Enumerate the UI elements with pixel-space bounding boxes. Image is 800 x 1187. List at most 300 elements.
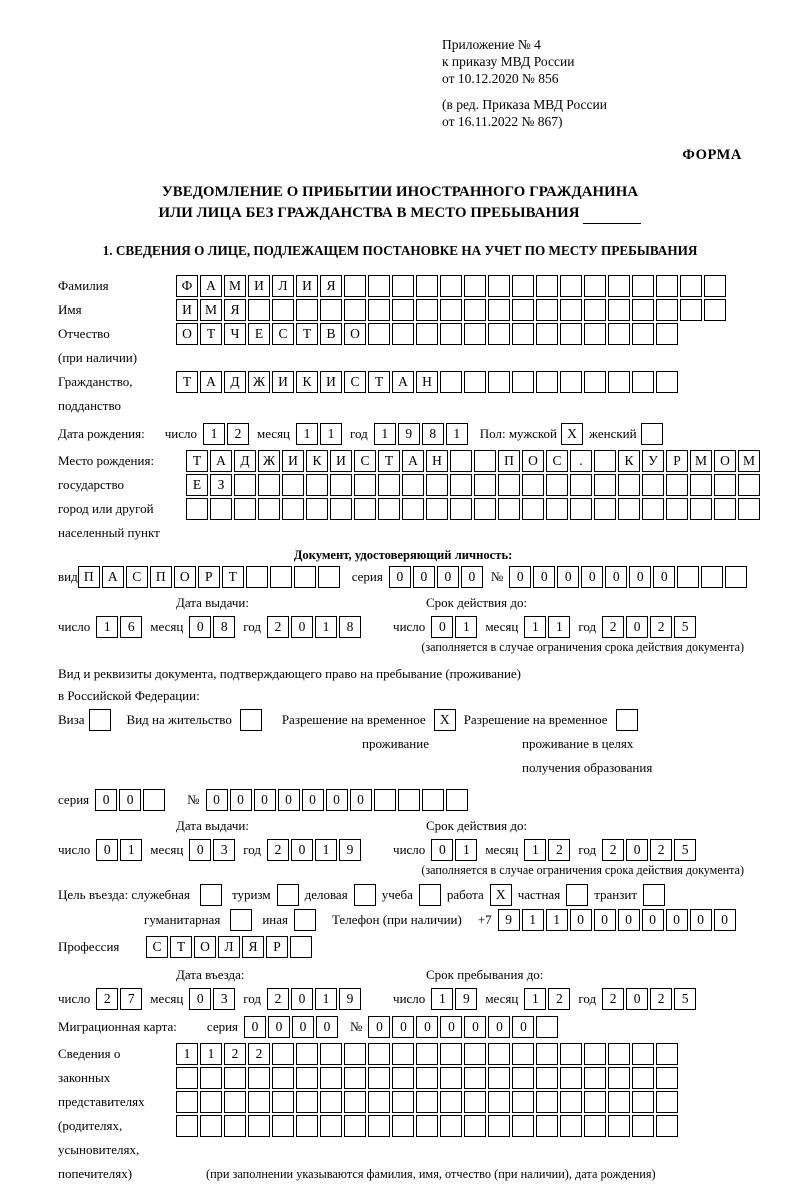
char-cell[interactable] xyxy=(368,299,390,321)
char-cell[interactable] xyxy=(210,498,232,520)
char-cell[interactable]: 2 xyxy=(224,1043,246,1065)
char-cell[interactable] xyxy=(642,498,664,520)
char-cell[interactable]: И xyxy=(330,450,352,472)
char-cell[interactable]: К xyxy=(296,371,318,393)
char-cell[interactable] xyxy=(440,275,462,297)
char-cell[interactable] xyxy=(318,566,340,588)
char-cell[interactable] xyxy=(272,1067,294,1089)
name-input[interactable] xyxy=(176,299,728,321)
char-cell[interactable]: 0 xyxy=(437,566,459,588)
char-cell[interactable]: С xyxy=(126,566,148,588)
char-cell[interactable]: Е xyxy=(248,323,270,345)
char-cell[interactable]: 9 xyxy=(339,839,361,861)
char-cell[interactable]: 0 xyxy=(416,1016,438,1038)
char-cell[interactable] xyxy=(296,1091,318,1113)
profession-input[interactable] xyxy=(146,936,314,958)
char-cell[interactable]: Т xyxy=(186,450,208,472)
char-cell[interactable]: М xyxy=(738,450,760,472)
char-cell[interactable]: Р xyxy=(666,450,688,472)
char-cell[interactable] xyxy=(608,1067,630,1089)
char-cell[interactable]: 2 xyxy=(650,616,672,638)
legal-rep-input-1[interactable] xyxy=(176,1043,680,1065)
char-cell[interactable] xyxy=(282,498,304,520)
char-cell[interactable] xyxy=(450,474,472,496)
char-cell[interactable] xyxy=(272,1043,294,1065)
char-cell[interactable]: 1 xyxy=(455,616,477,638)
char-cell[interactable]: К xyxy=(306,450,328,472)
char-cell[interactable] xyxy=(248,1091,270,1113)
char-cell[interactable] xyxy=(512,1043,534,1065)
char-cell[interactable] xyxy=(464,1091,486,1113)
char-cell[interactable] xyxy=(608,1091,630,1113)
char-cell[interactable] xyxy=(392,1043,414,1065)
id-doc-number-input[interactable] xyxy=(509,566,749,588)
char-cell[interactable] xyxy=(320,1115,342,1137)
char-cell[interactable] xyxy=(440,1091,462,1113)
char-cell[interactable]: 6 xyxy=(120,616,142,638)
char-cell[interactable]: 0 xyxy=(431,616,453,638)
char-cell[interactable]: 0 xyxy=(605,566,627,588)
purpose-humanitarian-checkbox[interactable] xyxy=(230,909,252,931)
char-cell[interactable]: И xyxy=(248,275,270,297)
char-cell[interactable] xyxy=(488,1043,510,1065)
char-cell[interactable] xyxy=(224,1067,246,1089)
char-cell[interactable] xyxy=(234,474,256,496)
char-cell[interactable]: Я xyxy=(320,275,342,297)
char-cell[interactable]: С xyxy=(546,450,568,472)
stay-valid-month-input[interactable] xyxy=(524,839,572,861)
char-cell[interactable] xyxy=(690,498,712,520)
char-cell[interactable] xyxy=(224,1115,246,1137)
char-cell[interactable]: 2 xyxy=(650,988,672,1010)
char-cell[interactable] xyxy=(374,789,396,811)
char-cell[interactable] xyxy=(272,299,294,321)
char-cell[interactable]: К xyxy=(618,450,640,472)
char-cell[interactable] xyxy=(594,498,616,520)
char-cell[interactable] xyxy=(416,1067,438,1089)
char-cell[interactable]: 1 xyxy=(315,988,337,1010)
char-cell[interactable]: 0 xyxy=(316,1016,338,1038)
char-cell[interactable]: Д xyxy=(224,371,246,393)
char-cell[interactable]: 0 xyxy=(368,1016,390,1038)
char-cell[interactable] xyxy=(632,371,654,393)
char-cell[interactable] xyxy=(440,323,462,345)
char-cell[interactable] xyxy=(368,275,390,297)
char-cell[interactable]: 0 xyxy=(326,789,348,811)
char-cell[interactable] xyxy=(368,323,390,345)
char-cell[interactable] xyxy=(536,1115,558,1137)
char-cell[interactable] xyxy=(426,474,448,496)
char-cell[interactable]: Т xyxy=(170,936,192,958)
char-cell[interactable] xyxy=(536,299,558,321)
patronymic-input[interactable] xyxy=(176,323,680,345)
char-cell[interactable]: 3 xyxy=(213,839,235,861)
char-cell[interactable]: 0 xyxy=(626,616,648,638)
stay-issue-day-input[interactable] xyxy=(96,839,144,861)
purpose-other-checkbox[interactable] xyxy=(294,909,316,931)
char-cell[interactable] xyxy=(608,1043,630,1065)
char-cell[interactable] xyxy=(656,1043,678,1065)
char-cell[interactable] xyxy=(677,566,699,588)
temp-residence-checkbox[interactable]: X xyxy=(434,709,456,731)
char-cell[interactable] xyxy=(344,275,366,297)
char-cell[interactable]: С xyxy=(354,450,376,472)
char-cell[interactable] xyxy=(618,498,640,520)
char-cell[interactable] xyxy=(560,371,582,393)
char-cell[interactable] xyxy=(416,299,438,321)
char-cell[interactable] xyxy=(584,1043,606,1065)
char-cell[interactable] xyxy=(738,498,760,520)
char-cell[interactable] xyxy=(344,1115,366,1137)
char-cell[interactable]: О xyxy=(344,323,366,345)
char-cell[interactable] xyxy=(392,299,414,321)
char-cell[interactable]: 0 xyxy=(278,789,300,811)
char-cell[interactable]: 0 xyxy=(350,789,372,811)
purpose-tourism-checkbox[interactable] xyxy=(277,884,299,906)
char-cell[interactable] xyxy=(488,323,510,345)
char-cell[interactable] xyxy=(536,371,558,393)
char-cell[interactable] xyxy=(701,566,723,588)
char-cell[interactable]: 0 xyxy=(95,789,117,811)
char-cell[interactable] xyxy=(632,1043,654,1065)
birth-day-input[interactable] xyxy=(203,423,251,445)
char-cell[interactable] xyxy=(446,789,468,811)
char-cell[interactable] xyxy=(608,299,630,321)
char-cell[interactable]: 1 xyxy=(315,616,337,638)
stay-issue-month-input[interactable] xyxy=(189,839,237,861)
char-cell[interactable] xyxy=(704,299,726,321)
char-cell[interactable]: В xyxy=(320,323,342,345)
char-cell[interactable] xyxy=(536,1067,558,1089)
char-cell[interactable] xyxy=(296,1115,318,1137)
char-cell[interactable] xyxy=(200,1091,222,1113)
char-cell[interactable] xyxy=(656,1091,678,1113)
char-cell[interactable]: 2 xyxy=(602,839,624,861)
char-cell[interactable] xyxy=(512,299,534,321)
char-cell[interactable] xyxy=(474,450,496,472)
char-cell[interactable] xyxy=(246,566,268,588)
char-cell[interactable]: 0 xyxy=(189,616,211,638)
char-cell[interactable] xyxy=(320,1067,342,1089)
char-cell[interactable] xyxy=(680,275,702,297)
char-cell[interactable] xyxy=(474,498,496,520)
char-cell[interactable] xyxy=(224,1091,246,1113)
char-cell[interactable]: 2 xyxy=(548,988,570,1010)
char-cell[interactable]: 5 xyxy=(674,839,696,861)
stay-until-month-input[interactable] xyxy=(524,988,572,1010)
char-cell[interactable]: Ф xyxy=(176,275,198,297)
char-cell[interactable] xyxy=(512,1067,534,1089)
char-cell[interactable] xyxy=(512,371,534,393)
char-cell[interactable] xyxy=(584,299,606,321)
purpose-private-checkbox[interactable] xyxy=(566,884,588,906)
char-cell[interactable] xyxy=(560,1091,582,1113)
birthplace-input-1[interactable] xyxy=(186,450,762,472)
char-cell[interactable] xyxy=(392,323,414,345)
char-cell[interactable] xyxy=(560,275,582,297)
char-cell[interactable]: 0 xyxy=(96,839,118,861)
char-cell[interactable] xyxy=(440,1043,462,1065)
char-cell[interactable]: Р xyxy=(198,566,220,588)
char-cell[interactable]: Л xyxy=(218,936,240,958)
char-cell[interactable]: 2 xyxy=(227,423,249,445)
char-cell[interactable] xyxy=(248,1067,270,1089)
char-cell[interactable] xyxy=(560,1115,582,1137)
char-cell[interactable] xyxy=(632,1067,654,1089)
char-cell[interactable] xyxy=(488,299,510,321)
char-cell[interactable]: 2 xyxy=(267,616,289,638)
char-cell[interactable] xyxy=(656,323,678,345)
char-cell[interactable] xyxy=(440,371,462,393)
char-cell[interactable] xyxy=(546,498,568,520)
char-cell[interactable] xyxy=(632,1091,654,1113)
purpose-business-checkbox[interactable] xyxy=(354,884,376,906)
char-cell[interactable]: Т xyxy=(176,371,198,393)
char-cell[interactable] xyxy=(258,498,280,520)
char-cell[interactable]: 0 xyxy=(431,839,453,861)
residence-permit-checkbox[interactable] xyxy=(240,709,262,731)
char-cell[interactable] xyxy=(296,1067,318,1089)
char-cell[interactable]: А xyxy=(392,371,414,393)
issue-month-input[interactable] xyxy=(189,616,237,638)
char-cell[interactable]: 0 xyxy=(666,909,688,931)
char-cell[interactable] xyxy=(536,275,558,297)
char-cell[interactable]: Н xyxy=(426,450,448,472)
char-cell[interactable]: 0 xyxy=(653,566,675,588)
char-cell[interactable] xyxy=(344,299,366,321)
char-cell[interactable] xyxy=(608,275,630,297)
char-cell[interactable] xyxy=(464,323,486,345)
char-cell[interactable] xyxy=(464,1067,486,1089)
char-cell[interactable]: 1 xyxy=(548,616,570,638)
char-cell[interactable] xyxy=(344,1091,366,1113)
char-cell[interactable] xyxy=(282,474,304,496)
char-cell[interactable] xyxy=(560,323,582,345)
char-cell[interactable] xyxy=(368,1043,390,1065)
char-cell[interactable]: С xyxy=(344,371,366,393)
char-cell[interactable]: 1 xyxy=(320,423,342,445)
char-cell[interactable] xyxy=(392,1115,414,1137)
char-cell[interactable]: 1 xyxy=(203,423,225,445)
char-cell[interactable] xyxy=(666,498,688,520)
char-cell[interactable]: П xyxy=(150,566,172,588)
purpose-service-checkbox[interactable] xyxy=(200,884,222,906)
char-cell[interactable] xyxy=(368,1067,390,1089)
char-cell[interactable]: 2 xyxy=(650,839,672,861)
char-cell[interactable]: О xyxy=(714,450,736,472)
char-cell[interactable] xyxy=(618,474,640,496)
char-cell[interactable]: О xyxy=(522,450,544,472)
char-cell[interactable]: 0 xyxy=(642,909,664,931)
char-cell[interactable]: 0 xyxy=(594,909,616,931)
char-cell[interactable]: 1 xyxy=(455,839,477,861)
char-cell[interactable]: А xyxy=(402,450,424,472)
char-cell[interactable]: Т xyxy=(368,371,390,393)
char-cell[interactable]: 5 xyxy=(674,616,696,638)
char-cell[interactable]: 9 xyxy=(455,988,477,1010)
char-cell[interactable] xyxy=(714,498,736,520)
char-cell[interactable] xyxy=(690,474,712,496)
char-cell[interactable]: С xyxy=(272,323,294,345)
char-cell[interactable] xyxy=(536,1091,558,1113)
char-cell[interactable] xyxy=(143,789,165,811)
stay-until-day-input[interactable] xyxy=(431,988,479,1010)
char-cell[interactable] xyxy=(416,1115,438,1137)
surname-input[interactable] xyxy=(176,275,728,297)
char-cell[interactable] xyxy=(392,1091,414,1113)
char-cell[interactable]: 1 xyxy=(120,839,142,861)
char-cell[interactable] xyxy=(536,323,558,345)
char-cell[interactable] xyxy=(176,1115,198,1137)
birthplace-input-3[interactable] xyxy=(186,498,762,520)
char-cell[interactable] xyxy=(560,1043,582,1065)
char-cell[interactable]: Т xyxy=(200,323,222,345)
char-cell[interactable] xyxy=(680,299,702,321)
char-cell[interactable] xyxy=(402,474,424,496)
char-cell[interactable] xyxy=(488,1067,510,1089)
char-cell[interactable] xyxy=(656,371,678,393)
char-cell[interactable] xyxy=(738,474,760,496)
char-cell[interactable]: У xyxy=(642,450,664,472)
char-cell[interactable]: 0 xyxy=(302,789,324,811)
char-cell[interactable]: 1 xyxy=(315,839,337,861)
char-cell[interactable]: 2 xyxy=(602,988,624,1010)
issue-day-input[interactable] xyxy=(96,616,144,638)
char-cell[interactable] xyxy=(296,299,318,321)
char-cell[interactable]: 7 xyxy=(120,988,142,1010)
char-cell[interactable] xyxy=(584,1115,606,1137)
char-cell[interactable]: 1 xyxy=(546,909,568,931)
char-cell[interactable] xyxy=(258,474,280,496)
char-cell[interactable] xyxy=(320,1091,342,1113)
char-cell[interactable]: И xyxy=(282,450,304,472)
char-cell[interactable]: 1 xyxy=(200,1043,222,1065)
char-cell[interactable] xyxy=(176,1091,198,1113)
char-cell[interactable] xyxy=(392,1067,414,1089)
char-cell[interactable]: 8 xyxy=(422,423,444,445)
char-cell[interactable] xyxy=(200,1067,222,1089)
char-cell[interactable]: 8 xyxy=(339,616,361,638)
char-cell[interactable] xyxy=(344,1043,366,1065)
legal-rep-input-2[interactable] xyxy=(176,1067,680,1089)
char-cell[interactable]: Ж xyxy=(248,371,270,393)
char-cell[interactable] xyxy=(584,1091,606,1113)
char-cell[interactable] xyxy=(512,1115,534,1137)
char-cell[interactable]: М xyxy=(224,275,246,297)
char-cell[interactable]: 0 xyxy=(230,789,252,811)
char-cell[interactable]: 2 xyxy=(548,839,570,861)
char-cell[interactable]: О xyxy=(174,566,196,588)
char-cell[interactable]: 0 xyxy=(570,909,592,931)
char-cell[interactable]: 0 xyxy=(440,1016,462,1038)
char-cell[interactable]: 1 xyxy=(176,1043,198,1065)
char-cell[interactable]: 2 xyxy=(267,988,289,1010)
char-cell[interactable] xyxy=(512,1091,534,1113)
char-cell[interactable] xyxy=(416,1091,438,1113)
char-cell[interactable]: 0 xyxy=(244,1016,266,1038)
char-cell[interactable]: 0 xyxy=(488,1016,510,1038)
char-cell[interactable]: 0 xyxy=(206,789,228,811)
char-cell[interactable] xyxy=(666,474,688,496)
char-cell[interactable]: П xyxy=(78,566,100,588)
issue-year-input[interactable] xyxy=(267,616,363,638)
birth-year-input[interactable] xyxy=(374,423,470,445)
char-cell[interactable] xyxy=(440,1067,462,1089)
char-cell[interactable] xyxy=(656,299,678,321)
char-cell[interactable] xyxy=(642,474,664,496)
char-cell[interactable]: И xyxy=(272,371,294,393)
char-cell[interactable] xyxy=(344,1067,366,1089)
char-cell[interactable]: З xyxy=(210,474,232,496)
char-cell[interactable] xyxy=(320,1043,342,1065)
char-cell[interactable] xyxy=(632,299,654,321)
char-cell[interactable] xyxy=(584,323,606,345)
char-cell[interactable] xyxy=(536,1043,558,1065)
char-cell[interactable]: 2 xyxy=(267,839,289,861)
char-cell[interactable] xyxy=(512,275,534,297)
char-cell[interactable]: С xyxy=(146,936,168,958)
char-cell[interactable]: Я xyxy=(224,299,246,321)
valid-year-input[interactable] xyxy=(602,616,698,638)
char-cell[interactable] xyxy=(464,275,486,297)
char-cell[interactable]: 0 xyxy=(189,988,211,1010)
char-cell[interactable] xyxy=(378,498,400,520)
char-cell[interactable] xyxy=(464,1043,486,1065)
char-cell[interactable] xyxy=(584,275,606,297)
char-cell[interactable] xyxy=(656,1115,678,1137)
char-cell[interactable]: О xyxy=(176,323,198,345)
char-cell[interactable] xyxy=(440,299,462,321)
char-cell[interactable] xyxy=(294,566,316,588)
char-cell[interactable] xyxy=(546,474,568,496)
char-cell[interactable] xyxy=(398,789,420,811)
char-cell[interactable] xyxy=(488,371,510,393)
entry-month-input[interactable] xyxy=(189,988,237,1010)
entry-day-input[interactable] xyxy=(96,988,144,1010)
char-cell[interactable]: 0 xyxy=(268,1016,290,1038)
char-cell[interactable]: 0 xyxy=(690,909,712,931)
edu-residence-checkbox[interactable] xyxy=(616,709,638,731)
phone-input[interactable] xyxy=(498,909,738,931)
char-cell[interactable] xyxy=(296,1043,318,1065)
char-cell[interactable] xyxy=(704,275,726,297)
birthplace-input-2[interactable] xyxy=(186,474,762,496)
char-cell[interactable]: 0 xyxy=(389,566,411,588)
char-cell[interactable] xyxy=(416,1043,438,1065)
char-cell[interactable]: 1 xyxy=(96,616,118,638)
char-cell[interactable] xyxy=(498,474,520,496)
char-cell[interactable] xyxy=(488,275,510,297)
char-cell[interactable] xyxy=(474,474,496,496)
char-cell[interactable]: Т xyxy=(222,566,244,588)
char-cell[interactable] xyxy=(560,1067,582,1089)
char-cell[interactable]: М xyxy=(690,450,712,472)
char-cell[interactable]: 2 xyxy=(248,1043,270,1065)
id-doc-type-input[interactable] xyxy=(78,566,342,588)
char-cell[interactable] xyxy=(584,1067,606,1089)
char-cell[interactable]: 1 xyxy=(296,423,318,445)
char-cell[interactable]: 0 xyxy=(618,909,640,931)
char-cell[interactable] xyxy=(536,1016,558,1038)
valid-day-input[interactable] xyxy=(431,616,479,638)
char-cell[interactable] xyxy=(560,299,582,321)
char-cell[interactable] xyxy=(632,1115,654,1137)
char-cell[interactable] xyxy=(330,474,352,496)
char-cell[interactable]: Н xyxy=(416,371,438,393)
migration-series-input[interactable] xyxy=(244,1016,340,1038)
char-cell[interactable]: Д xyxy=(234,450,256,472)
char-cell[interactable] xyxy=(402,498,424,520)
